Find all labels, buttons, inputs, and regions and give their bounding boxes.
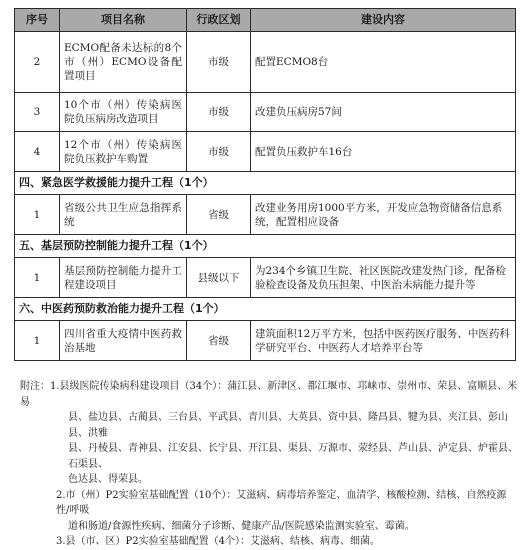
row-content: 改建业务用房1000平方米，开发应急物资储备信息系统，配置相应设备	[251, 195, 516, 235]
section-title: 五、基层预防控制能力提升工程（1个）	[15, 235, 516, 258]
row-index: 1	[15, 258, 60, 298]
table-row	[15, 93, 516, 132]
section-heading-row	[15, 298, 516, 321]
table-row	[15, 32, 516, 93]
row-index: 1	[15, 195, 60, 235]
row-name: 12个市（州）传染病医院负压救护车购置	[60, 132, 187, 172]
table-header-row	[15, 9, 516, 32]
table-row	[15, 195, 516, 235]
header-index: 序号	[15, 9, 60, 32]
row-index: 4	[15, 132, 60, 172]
row-content: 配置负压救护车16台	[251, 132, 516, 172]
row-content: 配置ECMO8台	[251, 32, 516, 93]
row-level: 县级以下	[187, 258, 251, 298]
row-content: 为234个乡镇卫生院、社区医院改建发热门诊，配备检验检查设备及负压担架、中医治未病能力提升等	[251, 258, 516, 298]
section-heading-row	[15, 235, 516, 258]
table-row	[15, 321, 516, 361]
row-content: 建筑面积12万平方米，包括中医药医疗服务、中医药科学研究平台、中医药人才培养平台等	[251, 321, 516, 361]
note-1-line-3: 县、丹棱县、青神县、江安县、长宁县、开江县、渠县、万源市、荥经县、芦山县、泸定县、炉霍县、石渠县、	[68, 443, 518, 470]
row-index: 2	[15, 32, 60, 93]
row-name: 10个市（州）传染病医院负压病房改造项目	[60, 93, 187, 132]
section-title: 四、紧急医学救援能力提升工程（1个）	[15, 172, 516, 195]
header-admin-level: 行政区划	[187, 9, 251, 32]
section-title: 六、中医药预防救治能力提升工程（1个）	[15, 298, 516, 321]
note-2-line-1: 2.市（州）P2实验室基础配置（10个）：艾滋病、病毒培养鉴定、血清学、核酸检测、结核、自然疫源性/呼吸	[56, 489, 507, 516]
note-1-line-1: 附注：1.县级医院传染病科建设项目（34个）：蒲江县、新津区、都江堰市、邛崃市、崇州市、荣县、富顺县、米易	[20, 381, 518, 408]
row-level: 市级	[187, 32, 251, 93]
table-row	[15, 132, 516, 172]
row-level: 市级	[187, 93, 251, 132]
row-index: 3	[15, 93, 60, 132]
note-3-line-1: 3.县（市、区）P2实验室基础配置（4个）：艾滋病、结核、病毒、细菌。	[56, 536, 380, 547]
note-1-line-2: 县、盐边县、古蔺县、三台县、平武县、青川县、大英县、资中县、隆昌县、犍为县、夹江县、彭山县、洪雅	[68, 412, 508, 439]
section-heading-row	[15, 172, 516, 195]
note-1-line-4: 色达县、得荣县。	[68, 474, 148, 485]
row-name: 省级公共卫生应急指挥系统	[60, 195, 187, 235]
note-2-line-2: 道和肠道/食源性疾病、细菌分子诊断、健康产品/医院感染监测实验室、霉菌。	[68, 520, 415, 532]
footnotes	[20, 379, 518, 550]
row-level: 市级	[187, 132, 251, 172]
row-name: ECMO配备未达标的8个市（州）ECMO设备配置项目	[60, 32, 187, 93]
row-name: 基层预防控制能力提升工程建设项目	[60, 258, 187, 298]
project-table	[14, 8, 516, 361]
row-level: 省级	[187, 321, 251, 361]
row-level: 省级	[187, 195, 251, 235]
header-content: 建设内容	[251, 9, 516, 32]
table-row	[15, 258, 516, 298]
header-project-name: 项目名称	[60, 9, 187, 32]
row-index: 1	[15, 321, 60, 361]
row-name: 四川省重大疫情中医药救治基地	[60, 321, 187, 361]
row-content: 改建负压病房57间	[251, 93, 516, 132]
